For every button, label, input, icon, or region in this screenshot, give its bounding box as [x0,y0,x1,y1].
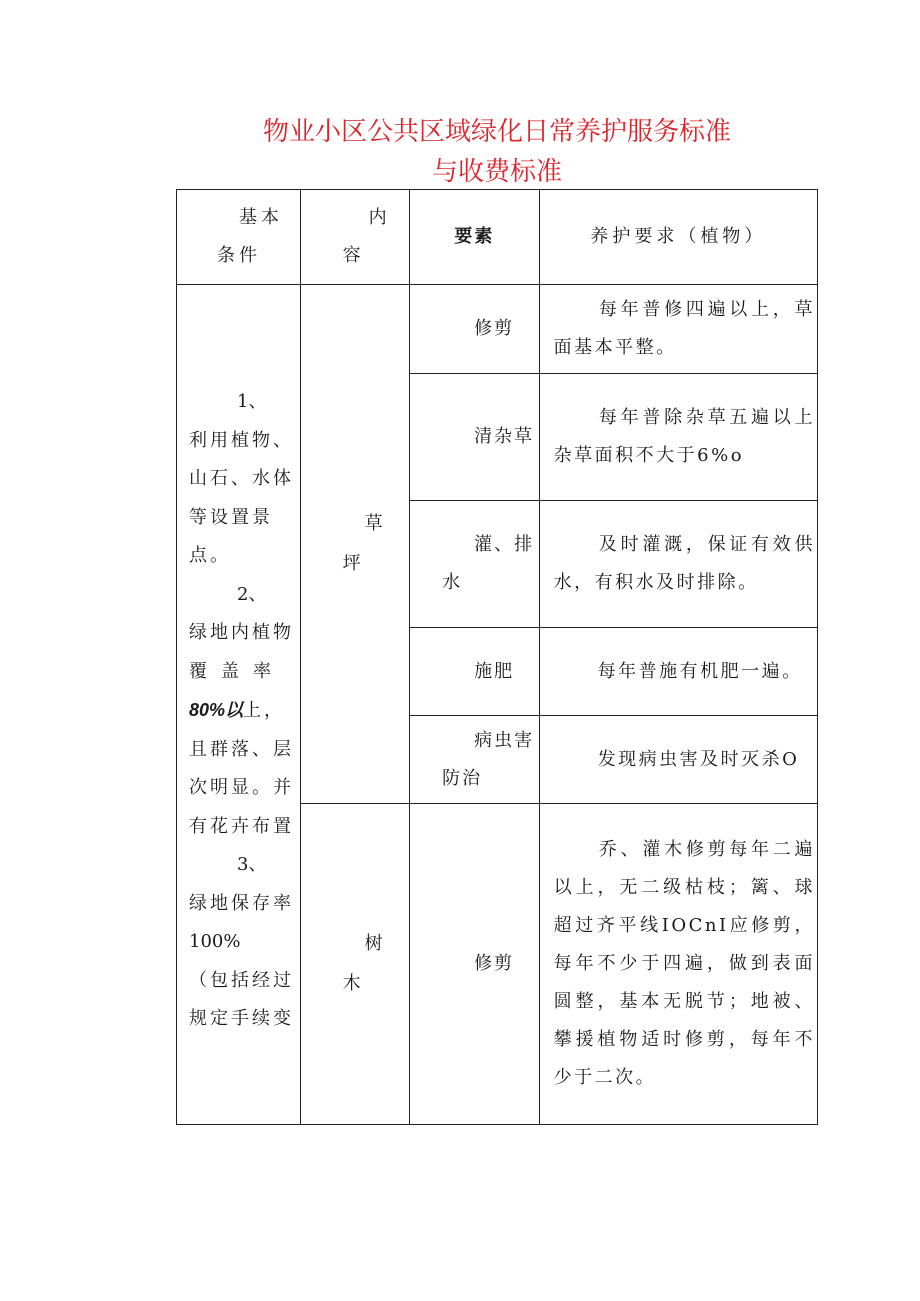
basic-conditions-cell: 1、 利用植物、 山石、水体 等设置景 点。 2、 绿地内植物 覆盖率 80%以上， 且群落、层 次明显。并 有花卉布置 3、 绿地保存率 100% （包括经过 规定手续变 [177,285,301,1125]
requirement-trees-pruning: 乔、灌木修剪每年二遍以上，无二级枯枝；篱、球超过齐平线IOCnI应修剪，每年不少于四遍，做到表面圆整，基本无脱节；地被、攀援植物适时修剪，每年不少于二次。 [539,804,817,1125]
table-header-row [177,190,818,285]
document-title [176,112,818,192]
requirement-lawn-pest-control: 发现病虫害及时灭杀O [539,716,817,804]
element-lawn-weeding: 清杂草 [410,374,540,501]
header-content: 内 容 [300,190,410,285]
maintenance-standard-table [176,189,818,1125]
group-trees: 树 木 [300,804,410,1125]
element-lawn-pruning: 修剪 [410,285,540,374]
header-requirement: 养护要求（植物） [539,190,817,285]
element-lawn-irrigation: 灌、排 水 [410,501,540,628]
header-element: 要素 [410,190,540,285]
element-lawn-fertilizing: 施肥 [410,628,540,716]
group-lawn: 草 坪 [300,285,410,804]
requirement-lawn-weeding: 每年普除杂草五遍以上杂草面积不大于6%o [539,374,817,501]
table-row [177,285,818,374]
title-line-2: 与收费标准 [431,157,562,187]
element-trees-pruning: 修剪 [410,804,540,1125]
requirement-lawn-irrigation: 及时灌溉，保证有效供水，有积水及时排除。 [539,501,817,628]
header-basic-conditions: 基本 条件 [177,190,301,285]
requirement-lawn-fertilizing: 每年普施有机肥一遍。 [539,628,817,716]
element-lawn-pest-control: 病虫害 防治 [410,716,540,804]
title-line-1: 物业小区公共区域绿化日常养护服务标准 [262,117,731,147]
requirement-lawn-pruning: 每年普修四遍以上，草面基本平整。 [539,285,817,374]
